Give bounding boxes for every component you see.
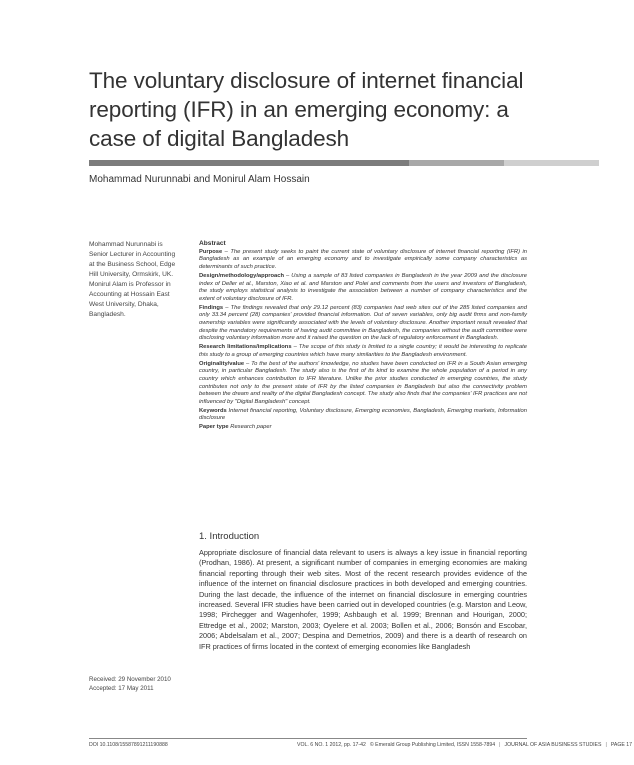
introduction-paragraph: Appropriate disclosure of financial data relevant to users is always a key issue in financial reporting (Prodhan, 1986). At present, a significant number of companies in emerging economies are making financial reporting through their web sites. Most of the recent research provides evidence of the influence of the internet on financial disclosure practices in both developed and emerging countries. During the last decade, the influence of the internet on financial disclosure in emerging countries increased. Several IFR studies have been carried out in developed countries (e.g. Marston and Leow, 1998; Pirchegger and Wagenhofer, 1999; Ashbaugh et al. 1999; Brennan and Hourigan, 2000; Ettredge et al., 2002; Marston, 2003; Oyelere et al. 2003; Bollen et al., 2006; Bonsón and Escobar, 2006; Abdelsalam et al., 2007; Despina and Demetrios, 2009) and there is a dearth of research on IFR practices of firms located in the context of emerging economies like Bangladesh <box>199 548 527 651</box>
abstract-findings <box>199 305 527 344</box>
divider-segment-mid <box>409 160 504 166</box>
paper-authors: Mohammad Nurunnabi and Monirul Alam Hossain <box>89 174 310 185</box>
footer-volume: VOL. 6 NO. 1 2012, pp. 17-42 <box>297 742 366 748</box>
abstract-section <box>199 240 527 433</box>
abstract-keywords <box>199 408 527 423</box>
research-text: – The scope of this study is limited to a single country; it would be interesting to replicate this study to a group of emerging countries which have many similarities to the Bangladesh environment. <box>199 344 527 358</box>
design-label: Design/methodology/approach <box>199 272 285 279</box>
originality-text: – To the best of the authors' knowledge, no studies have been conducted on IFR in a South Asian emerging country, in particular Bangladesh. The study also is the first of its kind to examine the whole population of a period in any country which enhances contribution to IFR literature. Unlike the prior studies conducted in emerging countries, the study contributes not only to the present state of IFR by the listed companies in Bangladesh but also the connectivity problem between the dream and reality of the digital Bangladesh concept. The study also finds that the companies' IFR practices are not influenced by "Digital Bangladesh" concept. <box>199 360 527 406</box>
paper-title: The voluntary disclosure of internet financial reporting (IFR) in an emerging economy: a case of digital Bangladesh <box>89 68 524 151</box>
keywords-label: Keywords <box>199 407 227 414</box>
purpose-label: Purpose <box>199 248 223 255</box>
abstract-originality <box>199 361 527 407</box>
introduction-body <box>199 548 527 652</box>
introduction-heading: 1. Introduction <box>199 531 260 542</box>
author-bio-sidebar <box>89 240 181 320</box>
received-date: Received: 29 November 2010 <box>89 676 171 683</box>
submission-dates <box>89 675 189 693</box>
divider-segment-dark <box>89 160 409 166</box>
abstract-research <box>199 344 527 359</box>
abstract-design <box>199 273 527 304</box>
purpose-text: – The present study seeks to paint the current state of voluntary disclosure of internet financial reporting (IFR) in Bangladesh as an example of an emerging economy and to investigate empirically some company characteristics as determinants of such practice. <box>199 248 527 271</box>
divider-segment-light <box>504 160 599 166</box>
abstract-heading: Abstract <box>199 240 226 247</box>
author-bio: Mohammad Nurunnabi is Senior Lecturer in Accounting at the Business School, Edge Hill University, Ormskirk, UK. Monirul Alam is Professor in Accounting at Hossain East West University, Dhaka, Bangladesh. <box>89 241 176 318</box>
footer-separator: | <box>499 742 501 748</box>
footer-journal: JOURNAL OF ASIA BUSINESS STUDIES <box>504 742 602 748</box>
footer-publisher: © Emerald Group Publishing Limited, ISSN 1558-7894 <box>369 742 496 748</box>
research-label: Research limitations/implications <box>199 344 292 351</box>
accepted-date: Accepted: 17 May 2011 <box>89 685 154 692</box>
abstract-purpose <box>199 249 527 272</box>
papertype-label: Paper type <box>199 424 229 431</box>
design-text: – Using a sample of 83 listed companies in Bangladesh in the year 2009 and the disclosure index of Deller et al., Marston, Xiao et al. and Marston and Polei and comments from the users and investors of Bangladesh, the study employs statistical analysis to investigate the association between a number of company characteristics and the extent of voluntary disclosure of IFR. <box>199 272 527 302</box>
footer-rule <box>89 738 527 739</box>
footer-page: PAGE 17 <box>610 742 633 748</box>
findings-label: Findings <box>199 304 224 311</box>
papertype-text: Research paper <box>228 424 272 431</box>
footer-citation <box>295 742 633 748</box>
abstract-papertype <box>199 424 527 432</box>
footer-separator: | <box>605 742 607 748</box>
originality-label: Originality/value <box>199 360 245 367</box>
title-divider-bar <box>89 160 599 166</box>
footer-doi: DOI 10.1108/15587891211190888 <box>89 742 168 748</box>
findings-text: – The findings revealed that only 29.12 percent (83) companies had web sites out of the 285 listed companies and only 33.34 percent (28) companies' provided financial information. Out of seven variables, only big audit firms and non-family ownership variables were significantly associated with the levels of voluntary disclosure. Another important result revealed that despite the mandatory requirements of having audit committee in Bangladesh, the companies without the audit committee were disclosing voluntary information more and it raised the question on the lack of regulatory enforcement in Bangladesh. <box>199 304 527 342</box>
keywords-text: Internet financial reporting, Voluntary disclosure, Emerging economies, Bangladesh, Emerging markets, Information disclosure <box>199 407 527 422</box>
